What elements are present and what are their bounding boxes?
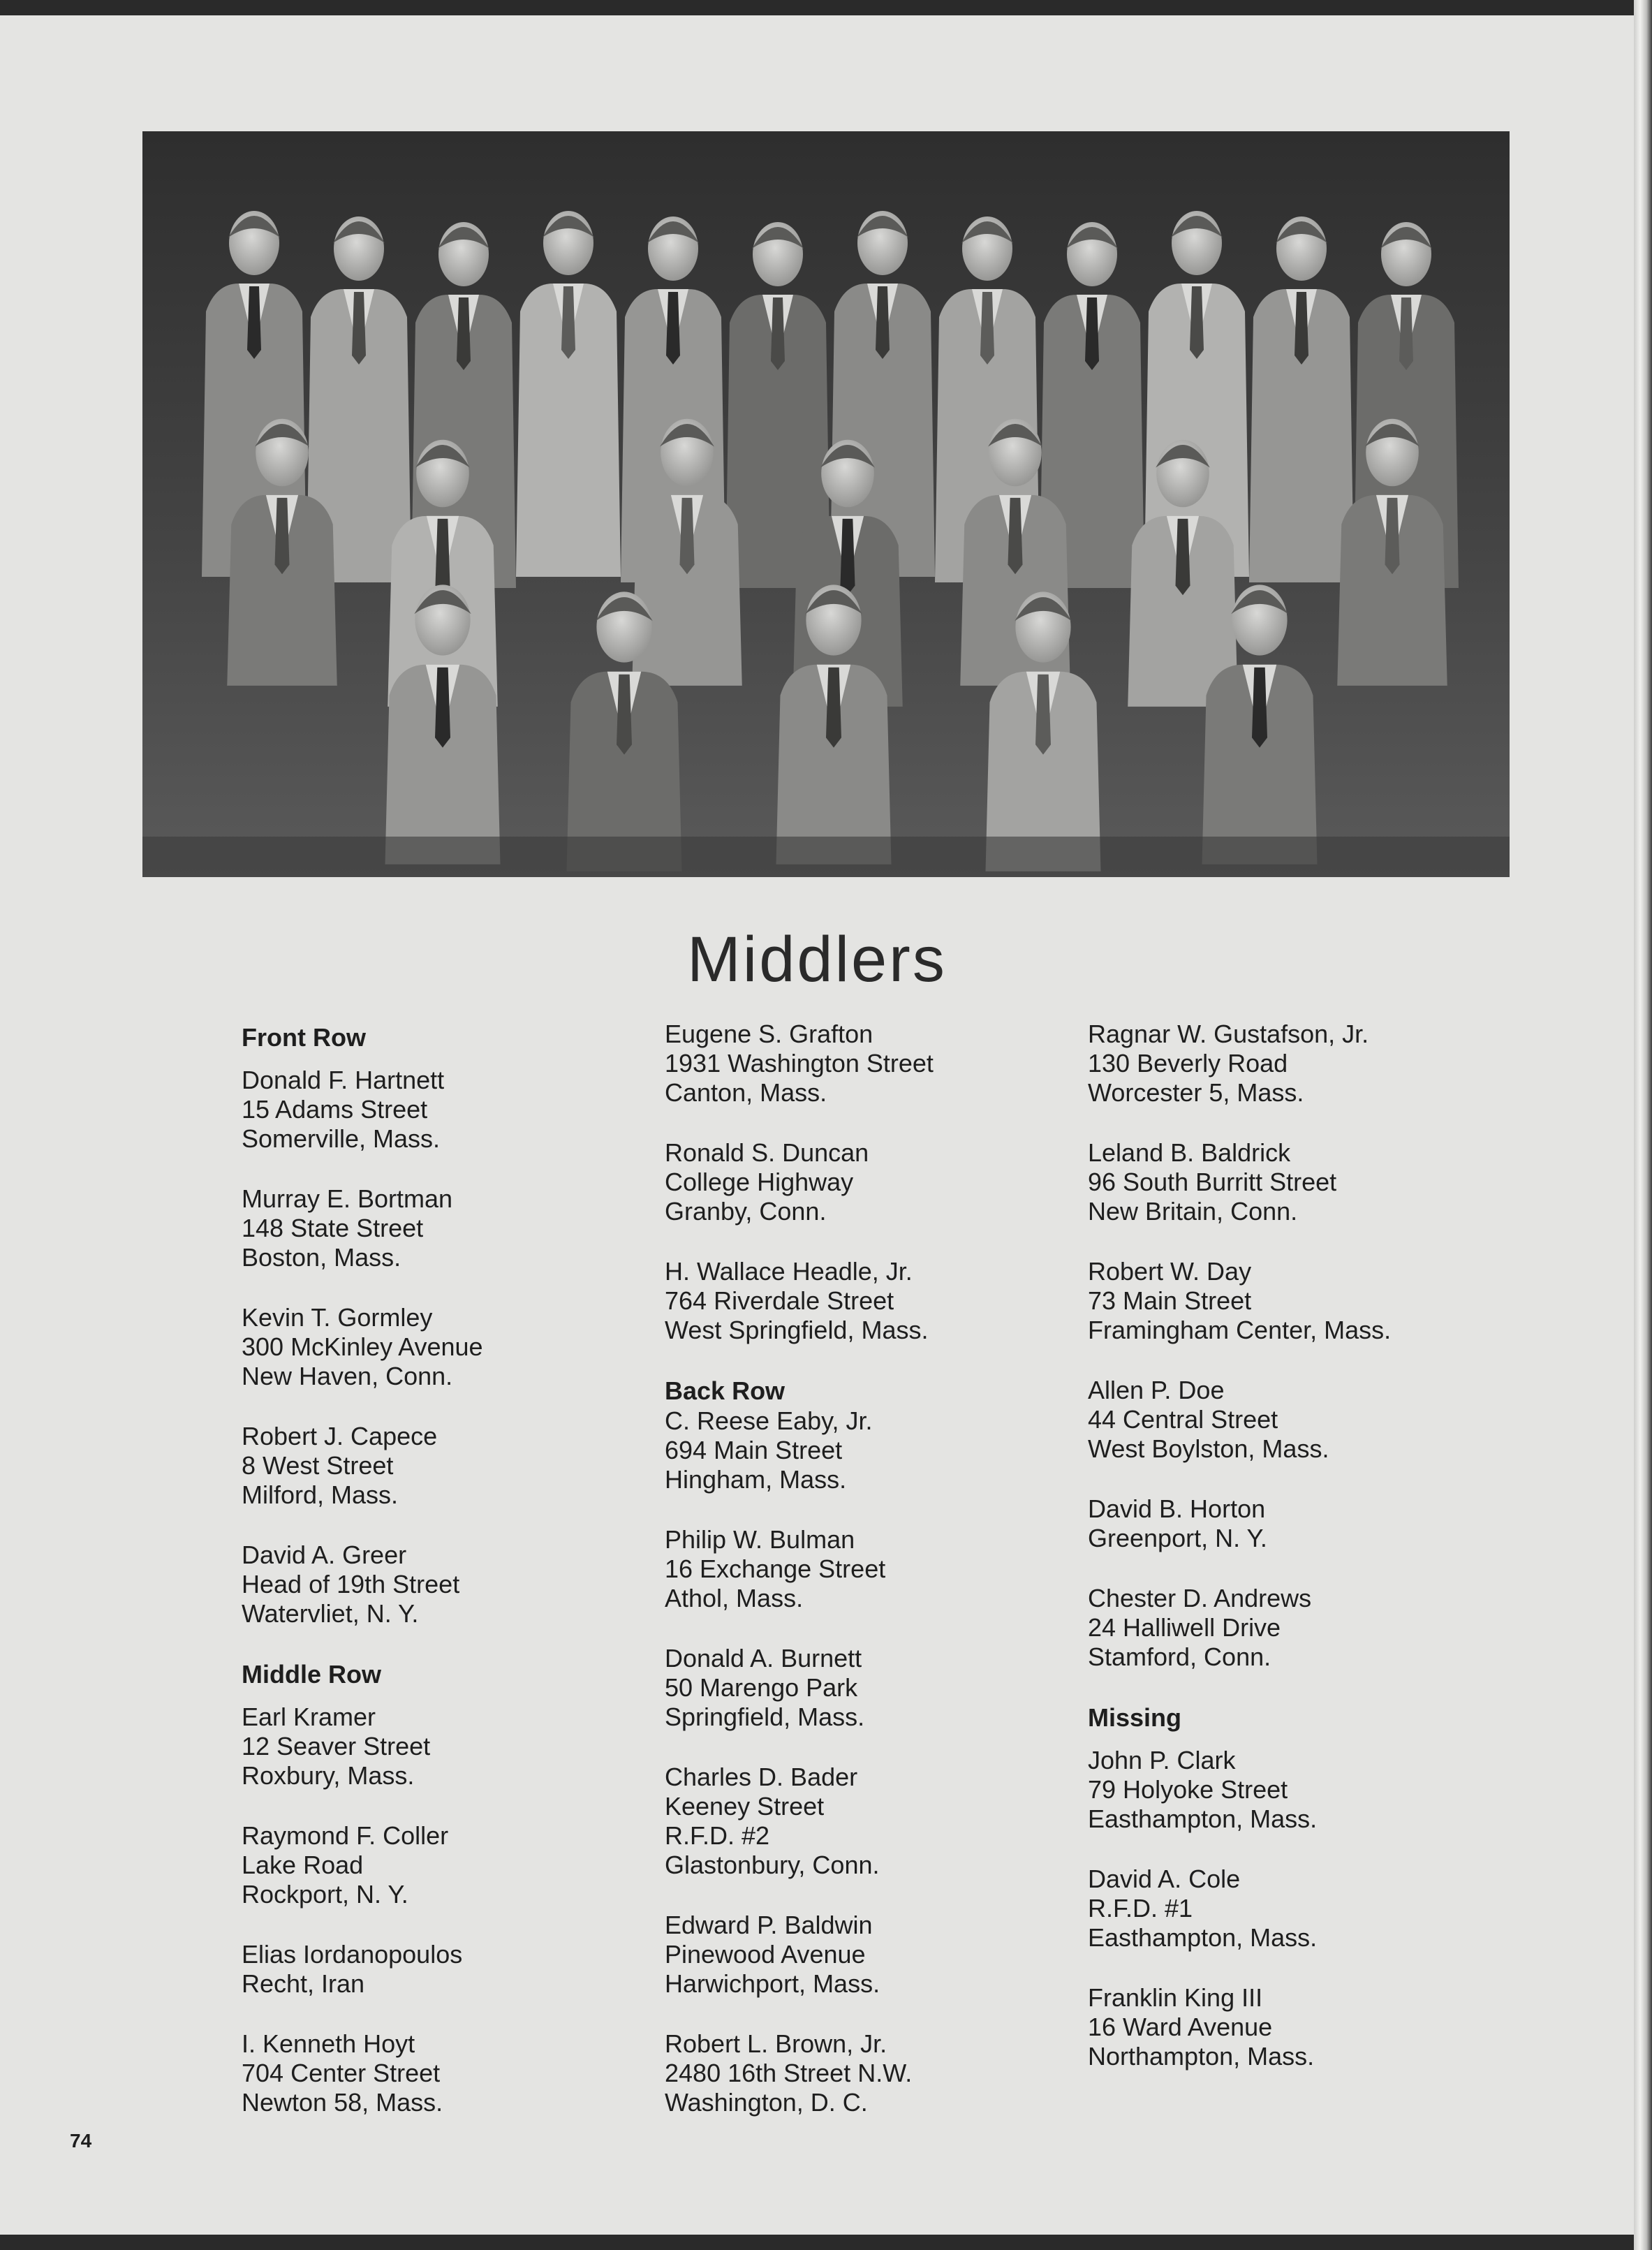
student-name: Donald F. Hartnett [242,1066,445,1094]
student-entry [242,1821,661,1909]
page-number: 74 [70,2130,92,2152]
student-name: Philip W. Bulman [665,1525,855,1554]
student-name: John P. Clark [1088,1746,1236,1774]
student-name: Murray E. Bortman [242,1184,453,1213]
student-name: Raymond F. Coller [242,1821,449,1850]
group-photo [142,131,1510,877]
student-name: David B. Horton [1088,1494,1266,1523]
student-address-line: Newton 58, Mass. [242,2088,443,2117]
student-name: David A. Cole [1088,1865,1241,1893]
student-entry [1088,1138,1507,1226]
section-heading: Missing [1088,1703,1182,1732]
student-name: Elias Iordanopoulos [242,1940,463,1969]
student-address-line: 300 McKinley Avenue [242,1332,483,1361]
student-address-line: Athol, Mass. [665,1584,804,1612]
student-address-line: Springfield, Mass. [665,1703,865,1731]
student-address-line: Easthampton, Mass. [1088,1804,1318,1833]
column-middle [665,1020,1084,2148]
student-name: Leland B. Baldrick [1088,1138,1291,1167]
student-address-line: R.F.D. #1 [1088,1894,1193,1922]
student-name: H. Wallace Headle, Jr. [665,1257,913,1286]
student-address-line: 8 West Street [242,1451,394,1480]
student-entry [1088,1376,1507,1464]
student-name: Eugene S. Grafton [665,1020,873,1048]
student-name: Robert W. Day [1088,1257,1252,1286]
section-heading: Middle Row [242,1660,381,1689]
student-address-line: Boston, Mass. [242,1243,401,1272]
student-address-line: 130 Beverly Road [1088,1049,1288,1078]
student-address-line: 704 Center Street [242,2059,441,2087]
student-address-line: Rockport, N. Y. [242,1880,408,1909]
student-address-line: 1931 Washington Street [665,1049,934,1078]
student-address-line: Keeney Street [665,1792,825,1821]
student-address-line: Harwichport, Mass. [665,1969,880,1998]
student-address-line: 694 Main Street [665,1436,843,1464]
student-entry [1088,1865,1507,1953]
student-entry [665,1911,1084,1999]
student-entry [1088,1746,1507,1834]
student-address-line: 50 Marengo Park [665,1673,858,1702]
student-address-line: Hingham, Mass. [665,1465,847,1494]
student-address-line: Worcester 5, Mass. [1088,1078,1304,1107]
student-name: David A. Greer [242,1541,407,1569]
student-entry [665,1138,1084,1226]
student-name: Robert L. Brown, Jr. [665,2029,887,2058]
column-right [1088,1020,1507,2102]
student-name: Franklin King III [1088,1983,1263,2012]
student-address-line: Head of 19th Street [242,1570,460,1598]
student-entry [1088,1257,1507,1345]
student-address-line: West Springfield, Mass. [665,1316,929,1344]
student-entry [1088,1494,1507,1553]
student-name: Robert J. Capece [242,1422,438,1450]
student-name: Chester D. Andrews [1088,1584,1312,1612]
student-address-line: Easthampton, Mass. [1088,1923,1318,1952]
student-entry [242,1940,661,1999]
student-address-line: Northampton, Mass. [1088,2042,1315,2071]
student-address-line: 16 Ward Avenue [1088,2013,1273,2041]
student-address-line: Watervliet, N. Y. [242,1599,419,1628]
student-address-line: 16 Exchange Street [665,1554,886,1583]
student-entry [1088,1983,1507,2071]
column-left [242,1022,661,2148]
student-address-line: Washington, D. C. [665,2088,868,2117]
student-name: Ronald S. Duncan [665,1138,869,1167]
student-entry [665,1020,1084,1108]
student-entry [242,1541,661,1628]
student-entry [665,1644,1084,1732]
student-entry [242,1303,661,1391]
student-address-line: Pinewood Avenue [665,1940,866,1969]
page-edge [1634,0,1652,2250]
student-name: Donald A. Burnett [665,1644,862,1672]
student-address-line: Glastonbury, Conn. [665,1851,880,1879]
student-address-line: 764 Riverdale Street [665,1286,894,1315]
student-entry [1088,1584,1507,1672]
student-address-line: 96 South Burritt Street [1088,1168,1337,1196]
student-address-line: 2480 16th Street N.W. [665,2059,913,2087]
student-address-line: 148 State Street [242,1214,424,1242]
student-address-line: 12 Seaver Street [242,1732,431,1760]
student-address-line: 15 Adams Street [242,1095,428,1124]
student-entry [242,1422,661,1510]
student-address-line: Milford, Mass. [242,1480,399,1509]
student-address-line: New Britain, Conn. [1088,1197,1298,1226]
student-entry [665,1525,1084,1613]
student-address-line: Stamford, Conn. [1088,1642,1271,1671]
student-address-line: Recht, Iran [242,1969,365,1998]
student-name: C. Reese Eaby, Jr. [665,1406,873,1435]
page-title: Middlers [687,924,947,995]
student-entry [242,2029,661,2117]
student-entry [665,1257,1084,1345]
student-address-line: 44 Central Street [1088,1405,1278,1434]
student-name: Ragnar W. Gustafson, Jr. [1088,1020,1369,1048]
student-entry [242,1703,661,1791]
student-name: Earl Kramer [242,1703,376,1731]
student-address-line: Greenport, N. Y. [1088,1524,1267,1552]
student-address-line: New Haven, Conn. [242,1362,453,1390]
section-heading: Back Row [665,1376,786,1405]
student-name: Kevin T. Gormley [242,1303,433,1332]
student-address-line: 73 Main Street [1088,1286,1252,1315]
yearbook-page [0,15,1634,2235]
student-address-line: West Boylston, Mass. [1088,1434,1329,1463]
student-address-line: Lake Road [242,1851,364,1879]
student-entry [242,1184,661,1272]
student-address-line: Roxbury, Mass. [242,1761,415,1790]
student-address-line: Framingham Center, Mass. [1088,1316,1392,1344]
student-name: I. Kenneth Hoyt [242,2029,415,2058]
student-address-line: R.F.D. #2 [665,1821,770,1850]
student-address-line: 79 Holyoke Street [1088,1775,1288,1804]
student-entry [242,1066,661,1154]
section-heading: Front Row [242,1023,366,1052]
student-address-line: College Highway [665,1168,854,1196]
student-entry [665,2029,1084,2117]
student-address-line: Canton, Mass. [665,1078,827,1107]
student-entry [665,1406,1084,1494]
group-photo-illustration [142,131,1510,877]
student-address-line: Somerville, Mass. [242,1124,441,1153]
student-address-line: 24 Halliwell Drive [1088,1613,1281,1642]
student-address-line: Granby, Conn. [665,1197,827,1226]
student-entry [1088,1020,1507,1108]
student-name: Charles D. Bader [665,1763,858,1791]
student-entry [665,1763,1084,1880]
student-name: Edward P. Baldwin [665,1911,873,1939]
student-name: Allen P. Doe [1088,1376,1225,1404]
